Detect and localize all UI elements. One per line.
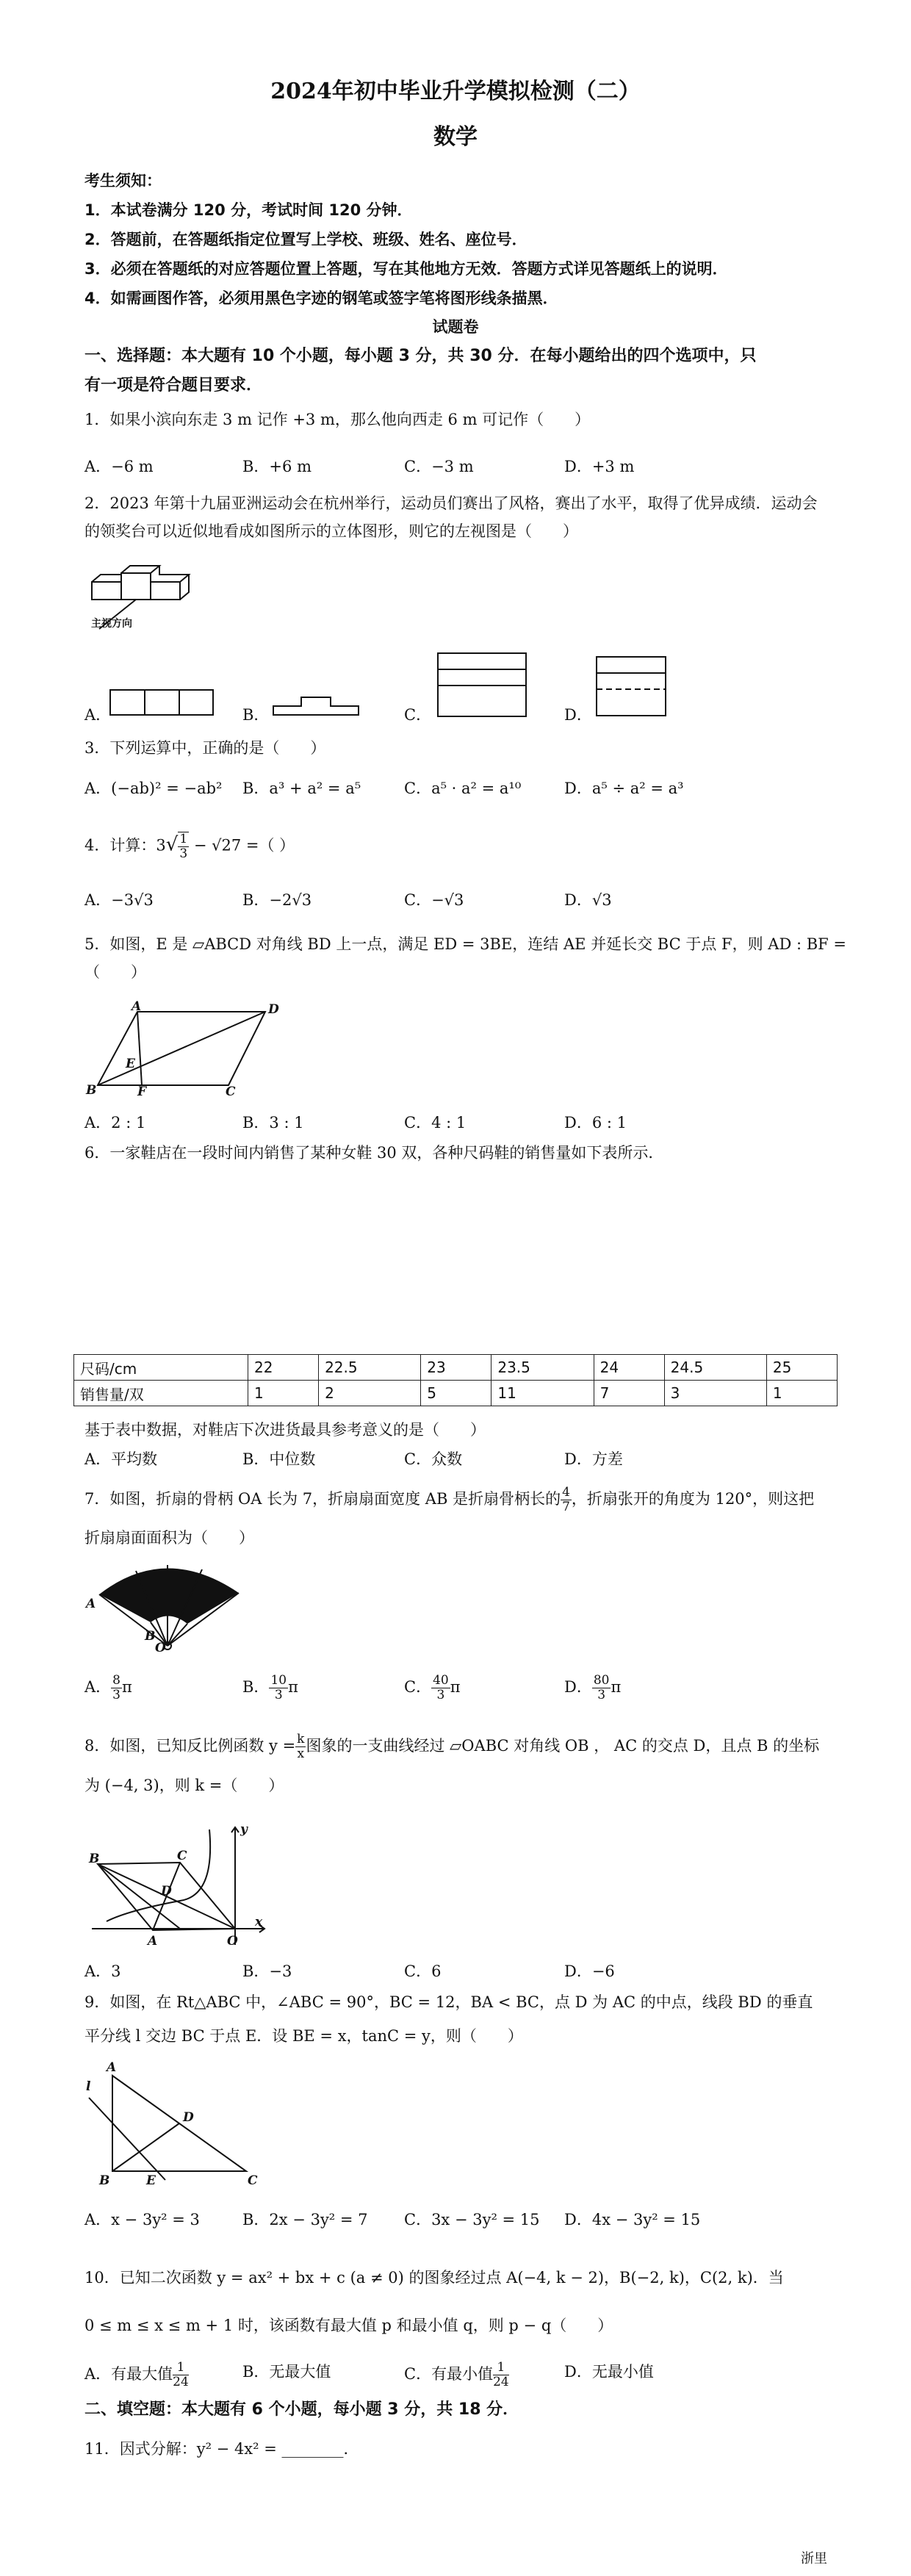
q9-option-d[interactable]: D．4x − 3y² = 15 xyxy=(564,2211,701,2228)
q8-frac-num: k xyxy=(297,1732,305,1746)
table-cell: 3 xyxy=(664,1381,766,1406)
frac-den: 3 xyxy=(597,1688,606,1702)
frac-num: 1 xyxy=(173,2361,189,2375)
notice-item-2: 2．答题前，在答题纸指定位置写上学校、班级、姓名、座位号． xyxy=(84,231,527,248)
q7-stem xyxy=(84,1486,814,1514)
q9-label-l: l xyxy=(86,2079,91,2094)
q9-option-a[interactable]: A．x − 3y² = 3 xyxy=(84,2211,200,2228)
q5-stem: 5．如图，E 是 ▱ABCD 对角线 BD 上一点，满足 ED = 3BE，连结 AE 并延长交 BC 于点 F，则 AD : BF = xyxy=(84,935,846,953)
q7-option-d[interactable] xyxy=(564,1674,621,1702)
q10-stem-line2: 0 ≤ m ≤ x ≤ m + 1 时，该函数有最大值 p 和最小值 q，则 p − q（ ） xyxy=(84,2317,613,2334)
q9-label-c: C xyxy=(248,2173,258,2188)
q7-option-c[interactable] xyxy=(404,1674,461,1702)
q7-option-c-prefix: C． xyxy=(404,1678,432,1696)
table-cell: 5 xyxy=(421,1381,491,1406)
q2-stem-line2: 的领奖台可以近似地看成如图所示的立体图形，则它的左视图是（ ） xyxy=(84,522,578,540)
q8-stem-part2: 图象的一支曲线经过 ▱OABC 对角线 OB ， AC 的交点 D，且点 B 的坐标 xyxy=(306,1737,820,1755)
q2-option-c[interactable]: C． xyxy=(404,706,432,724)
q10-option-a[interactable] xyxy=(84,2361,189,2389)
notice-item-4: 4．如需画图作答，必须用黑色字迹的钢笔或签字笔将图形线条描黑． xyxy=(84,289,558,307)
section2-heading: 二、填空题：本大题有 6 个小题，每小题 3 分，共 18 分． xyxy=(84,2400,519,2419)
q5-label-d: D xyxy=(268,1002,279,1017)
q4-option-b[interactable]: B．−2√3 xyxy=(242,891,312,909)
q4-stem xyxy=(84,832,295,861)
q7-fraction xyxy=(561,1486,572,1514)
q10-option-c[interactable] xyxy=(404,2361,509,2389)
q8-label-x: x xyxy=(255,1915,263,1929)
q9-stem-line2: 平分线 l 交边 BC 于点 E．设 BE = x，tanC = y，则（ ） xyxy=(84,2027,523,2045)
q7-option-a-fraction xyxy=(111,1674,122,1702)
q7-stem-line2: 折扇扇面面积为（ ） xyxy=(84,1529,254,1547)
q4-frac-den: 3 xyxy=(179,846,188,861)
q10-option-b[interactable]: B．无最大值 xyxy=(242,2363,331,2381)
q8-label-c: C xyxy=(177,1849,187,1863)
q8-option-a[interactable]: A．3 xyxy=(84,1962,121,1980)
q2-option-d-figure xyxy=(595,655,669,719)
q5-option-a[interactable]: A．2 : 1 xyxy=(84,1114,146,1132)
q10-option-a-fraction xyxy=(173,2361,189,2389)
q9-stem-line1: 9．如图，在 Rt△ABC 中，∠ABC = 90°，BC = 12，BA < BC，点 D 为 AC 的中点，线段 BD 的垂直 xyxy=(84,1993,813,2011)
q7-option-b-prefix: B． xyxy=(242,1678,270,1696)
q8-label-y: y xyxy=(240,1822,248,1837)
q5-stem-line2: （ ） xyxy=(84,963,146,981)
pi-symbol: π xyxy=(288,1678,298,1696)
q10-stem-line1: 10．已知二次函数 y = ax² + bx + c (a ≠ 0) 的图象经过点 A(−4, k − 2)，B(−2, k)，C(2, k)．当 xyxy=(84,2269,784,2287)
q5-option-d[interactable]: D．6 : 1 xyxy=(564,1114,627,1132)
frac-num: 80 xyxy=(593,1673,610,1688)
q2-option-b[interactable]: B． xyxy=(242,706,270,724)
notice-item-3: 3．必须在答题纸的对应答题位置上答题，写在其他地方无效．答题方式详见答题纸上的说明． xyxy=(84,260,728,278)
q1-option-d[interactable]: D．+3 m xyxy=(564,458,635,475)
q6-option-a[interactable]: A．平均数 xyxy=(84,1450,158,1468)
q3-option-a[interactable]: A．(−ab)² = −ab² xyxy=(84,780,223,797)
q5-label-a: A xyxy=(132,999,142,1014)
q5-option-b[interactable]: B．3 : 1 xyxy=(242,1114,304,1132)
q4-fraction xyxy=(178,832,189,861)
q5-label-b: B xyxy=(86,1083,97,1098)
frac-den: 3 xyxy=(112,1688,120,1702)
q2-option-c-figure xyxy=(436,652,529,719)
table-row xyxy=(74,1355,838,1381)
q4-frac-num: 1 xyxy=(179,832,188,846)
q9-option-b[interactable]: B．2x − 3y² = 7 xyxy=(242,2211,368,2228)
q5-label-e: E xyxy=(126,1057,135,1071)
table-cell: 22 xyxy=(248,1355,319,1381)
section1-heading-cont: 有一项是符合题目要求． xyxy=(84,376,263,395)
q10-option-d[interactable]: D．无最小值 xyxy=(564,2363,654,2381)
table-cell: 11 xyxy=(491,1381,594,1406)
q7-stem-part2: ，折扇张开的角度为 120°，则这把 xyxy=(571,1490,815,1508)
q9-option-c[interactable]: C．3x − 3y² = 15 xyxy=(404,2211,540,2228)
q8-option-d[interactable]: D．−6 xyxy=(564,1962,615,1980)
frac-den: 3 xyxy=(274,1688,283,1702)
pi-symbol: π xyxy=(611,1678,622,1696)
table-cell: 25 xyxy=(766,1355,837,1381)
q8-stem xyxy=(84,1733,819,1761)
table-cell: 22.5 xyxy=(319,1355,421,1381)
exam-title: 2024年初中毕业升学模拟检测（二） xyxy=(270,79,641,104)
q8-option-b[interactable]: B．−3 xyxy=(242,1962,292,1980)
q5-label-f: F xyxy=(137,1084,147,1099)
q4-stem-suffix: − √27 =（ ） xyxy=(189,836,295,855)
q1-option-b[interactable]: B．+6 m xyxy=(242,458,312,475)
q6-size-sales-table xyxy=(73,1354,838,1406)
frac-den: 24 xyxy=(493,2375,509,2389)
frac-den: 3 xyxy=(436,1688,445,1702)
q11-stem: 11．因式分解：y² − 4x² = ________． xyxy=(84,2440,359,2458)
pi-symbol: π xyxy=(122,1678,132,1696)
q4-radical-icon: √ xyxy=(165,833,179,856)
q7-option-a[interactable] xyxy=(84,1674,132,1702)
q7-option-d-prefix: D． xyxy=(564,1678,592,1696)
q4-option-c[interactable]: C．−√3 xyxy=(404,891,464,909)
table-cell: 销售量/双 xyxy=(74,1381,248,1406)
q7-option-a-prefix: A． xyxy=(84,1678,112,1696)
q7-label-o: O xyxy=(155,1641,166,1655)
q9-triangle-figure xyxy=(84,2061,261,2186)
exam-subject: 数学 xyxy=(433,124,478,150)
q6-after-text: 基于表中数据，对鞋店下次进货最具参考意义的是（ ） xyxy=(84,1421,486,1439)
q2-view-direction-label: 主视方向 xyxy=(91,618,132,630)
q10-option-c-fraction xyxy=(493,2361,509,2389)
q4-option-a[interactable]: A．−3√3 xyxy=(84,891,154,909)
pi-symbol: π xyxy=(450,1678,461,1696)
q8-graph-figure xyxy=(84,1818,268,1951)
q1-option-c[interactable]: C．−3 m xyxy=(404,458,474,475)
frac-num: 40 xyxy=(433,1673,449,1688)
q7-fan-figure xyxy=(84,1558,253,1653)
q1-stem: 1．如果小滨向东走 3 m 记作 +3 m，那么他向西走 6 m 可记作（ ） xyxy=(84,411,591,428)
q5-option-c[interactable]: C．4 : 1 xyxy=(404,1114,467,1132)
q6-option-b[interactable]: B．中位数 xyxy=(242,1450,316,1468)
table-cell: 2 xyxy=(319,1381,421,1406)
q4-option-d[interactable]: D．√3 xyxy=(564,891,612,909)
q8-stem-line2: 为 (−4, 3)，则 k =（ ） xyxy=(84,1777,284,1794)
q7-option-b[interactable] xyxy=(242,1674,298,1702)
q3-option-d[interactable]: D．a⁵ ÷ a² = a³ xyxy=(564,780,684,797)
q10-option-c-prefix: C．有最小值 xyxy=(404,2365,494,2383)
table-cell: 24.5 xyxy=(664,1355,766,1381)
q7-frac-num: 4 xyxy=(562,1485,570,1500)
frac-num: 10 xyxy=(270,1673,287,1688)
q5-parallelogram-figure xyxy=(84,999,279,1099)
table-cell: 24 xyxy=(594,1355,664,1381)
q9-label-a: A xyxy=(107,2060,117,2075)
frac-num: 8 xyxy=(112,1673,120,1688)
q9-label-e: E xyxy=(146,2173,156,2188)
q6-option-c[interactable]: C．众数 xyxy=(404,1450,463,1468)
q7-option-c-fraction xyxy=(431,1674,450,1702)
q6-option-d[interactable]: D．方差 xyxy=(564,1450,623,1468)
q3-option-c[interactable]: C．a⁵ · a² = a¹⁰ xyxy=(404,780,522,797)
q1-option-a[interactable]: A．−6 m xyxy=(84,458,154,475)
q2-option-a[interactable]: A． xyxy=(84,706,112,724)
q7-frac-den: 7 xyxy=(562,1500,570,1514)
notice-item-1: 1．本试卷满分 120 分，考试时间 120 分钟． xyxy=(84,201,413,219)
frac-num: 1 xyxy=(493,2361,509,2375)
q5-label-c: C xyxy=(226,1084,236,1099)
table-cell: 23 xyxy=(421,1355,491,1381)
notice-heading: 考生须知： xyxy=(84,172,162,190)
q8-label-d: D xyxy=(161,1884,172,1899)
table-row xyxy=(74,1381,838,1406)
q8-fraction xyxy=(295,1733,306,1761)
q7-label-a: A xyxy=(86,1597,96,1611)
paper-label: 试题卷 xyxy=(432,318,479,336)
q8-stem-part1: 8．如图，已知反比例函数 y = xyxy=(84,1737,296,1755)
table-cell: 尺码/cm xyxy=(74,1355,248,1381)
q2-option-b-figure xyxy=(272,688,367,718)
q3-stem: 3．下列运算中，正确的是（ ） xyxy=(84,739,326,757)
q6-stem: 6．一家鞋店在一段时间内销售了某种女鞋 30 双，各种尺码鞋的销售量如下表所示． xyxy=(84,1144,664,1162)
q2-option-d[interactable]: D． xyxy=(564,706,592,724)
q8-label-o: O xyxy=(227,1934,238,1949)
q8-label-b: B xyxy=(89,1852,100,1866)
q9-label-b: B xyxy=(99,2173,110,2188)
q8-label-a: A xyxy=(148,1934,158,1949)
q4-stem-prefix: 4．计算：3 xyxy=(84,836,166,855)
q7-option-d-fraction xyxy=(592,1674,611,1702)
q2-option-a-figure xyxy=(109,688,219,718)
table-cell: 1 xyxy=(248,1381,319,1406)
frac-den: 24 xyxy=(173,2375,189,2389)
q7-option-b-fraction xyxy=(269,1674,288,1702)
footer-region: 浙里 xyxy=(801,2551,827,2566)
table-cell: 7 xyxy=(594,1381,664,1406)
q10-option-a-prefix: A．有最大值 xyxy=(84,2365,173,2383)
q2-stem-line1: 2．2023 年第十九届亚洲运动会在杭州举行，运动员们赛出了风格，赛出了水平，取得了优异成绩．运动会 xyxy=(84,494,818,512)
table-cell: 1 xyxy=(766,1381,837,1406)
section1-heading: 一、选择题：本大题有 10 个小题，每小题 3 分，共 30 分．在每小题给出的四个选项中，只 xyxy=(84,347,757,365)
table-cell: 23.5 xyxy=(491,1355,594,1381)
q8-option-c[interactable]: C．6 xyxy=(404,1962,442,1980)
q8-frac-den: x xyxy=(297,1746,305,1761)
q7-stem-part1: 7．如图，折扇的骨柄 OA 长为 7，折扇扇面宽度 AB 是折扇骨柄长的 xyxy=(84,1490,561,1508)
q7-label-b: B xyxy=(145,1629,156,1644)
q9-label-d: D xyxy=(183,2110,194,2125)
q3-option-b[interactable]: B．a³ + a² = a⁵ xyxy=(242,780,361,797)
